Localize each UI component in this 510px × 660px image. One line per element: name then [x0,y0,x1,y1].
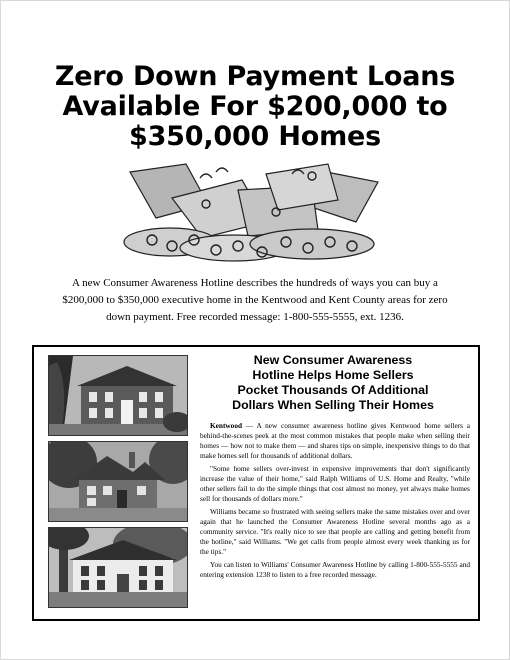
money-stack-illustration [116,160,394,264]
intro-line: down payment. Free recorded message: 1-800-555-5555, ext. 1236. [106,311,404,323]
intro-line: A new Consumer Awareness Hotline describes the hundreds of ways you can buy a [72,277,438,289]
article-headline-line: Dollars When Selling Their Homes [232,398,434,412]
article-headline-line: New Consumer Awareness [253,353,413,367]
article-headline-line: Hotline Helps Home Sellers [252,368,414,382]
article-headline [194,353,472,413]
headline-line: Zero Down Payment Loans [54,61,456,92]
article-headline-line: Pocket Thousands Of Additional [237,383,429,397]
article-dateline: Kentwood [210,421,243,430]
house-photo [48,441,188,522]
article-paragraph-text: — A new consumer awareness hotline gives Kentwood home sellers a behind-the-scenes peek at the most common mistakes that people make when selling their homes — how not to make them — and shares tips on simple, inexpensive things to do that make homes sell for thousands of additional dollars. [200,421,470,460]
headline-line: $350,000 Homes [128,121,382,152]
flyer-headline [10,62,500,152]
headline-line: Available For $200,000 to [62,91,448,122]
article-paragraph: "Some home sellers over-invest in expensive improvements that don't significantly increase the value of their home," said Ralph Williams of U.S. Home and Realty, "while other sellers fail to do the simple things that cost almost no money, yet always make homes sell for thousands of dollars more." [200,464,470,503]
intro-paragraph [22,275,488,326]
house-photo [48,355,188,436]
article-paragraph: You can listen to Williams' Consumer Awareness Hotline by calling 1-800-555-5555 and entering extension 1238 to listen to a free recorded message. [200,560,470,579]
article-paragraph: Williams became so frustrated with seeing sellers make the same mistakes over and over again that he launched the Consumer Awareness Hotline several months ago as a community service. "It's really nice to see that people are calling and getting benefit from the hotline," said Williams. "We get calls from people almost every week thanking us for the tips." [200,507,470,556]
intro-line: $200,000 to $350,000 executive home in the Kentwood and Kent County areas for zero [62,294,448,306]
house-photo [48,527,188,608]
article-box [32,345,480,621]
article-paragraph [200,421,470,461]
article-body [200,421,470,583]
